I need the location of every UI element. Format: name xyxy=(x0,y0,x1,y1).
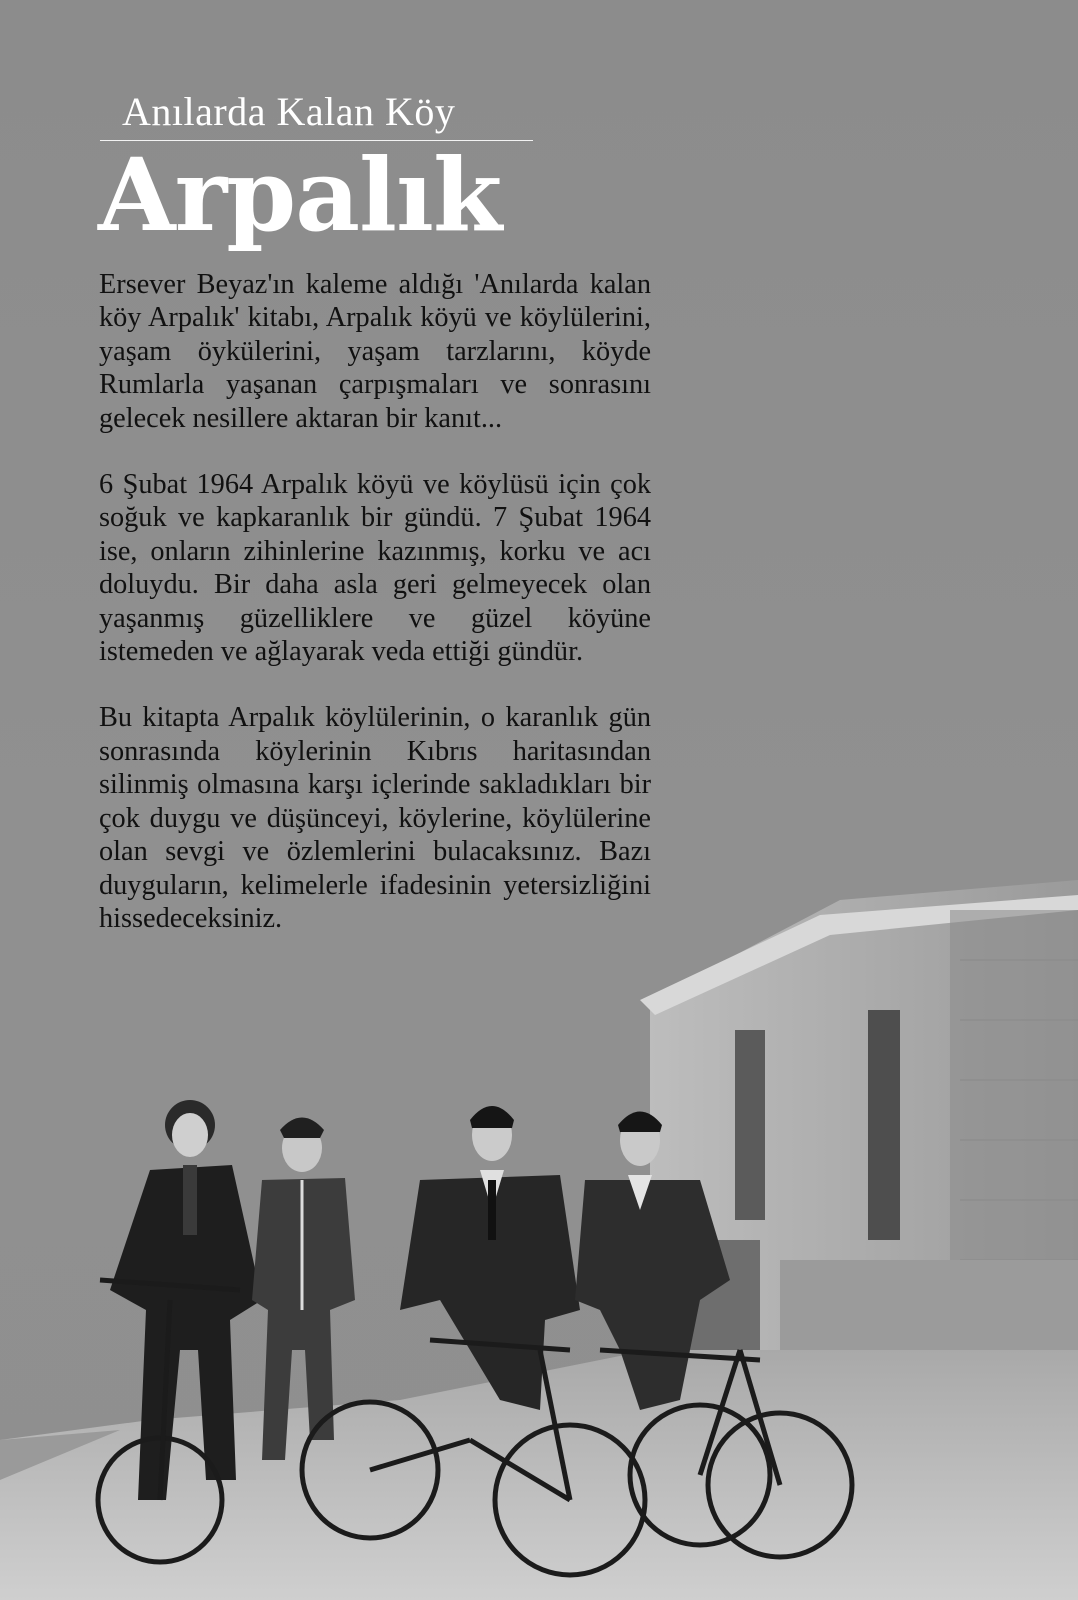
cover-subtitle: Anılarda Kalan Köy xyxy=(122,89,456,134)
blurb-paragraph-3: Bu kitapta Arpalık köylülerinin, o karanlık gün sonrasında köylerinin Kıbrıs haritasından silinmiş olmasına karşı içlerinde sakladıkları bir çok duygu ve düşünceyi, köylerine, köylülerine olan sevgi ve özlemlerini bulacaksınız. Bazı duyguların, kelimelerle ifadesinin yetersizliğini hissedeceksiniz. xyxy=(99,702,651,934)
blurb-paragraph-2: 6 Şubat 1964 Arpalık köyü ve köylüsü için çok soğuk ve kapkaranlık bir gündü. 7 Şubat 1964 ise, onların zihinlerine kazınmış, korku ve acı doluydu. Bir daha asla geri gelmeyecek olan yaşanmış güzelliklere ve güzel köyüne istemeden ve ağlayarak veda ettiği gündür. xyxy=(99,469,651,668)
stone-house xyxy=(640,880,1078,1370)
cover-title: Arpalık xyxy=(98,136,502,254)
cover-blurb xyxy=(99,268,651,968)
man-center xyxy=(400,1106,580,1410)
blurb-paragraph-1: Ersever Beyaz'ın kaleme aldığı 'Anılarda kalan köy Arpalık' kitabı, Arpalık köyü ve köylülerini, yaşam öykülerini, yaşam tarzlarını, köyde Rumlarla yaşanan çarpışmaları ve sonrasını gelecek nesillere aktaran bir kanıt... xyxy=(99,269,651,434)
village-photo xyxy=(0,880,1078,1600)
